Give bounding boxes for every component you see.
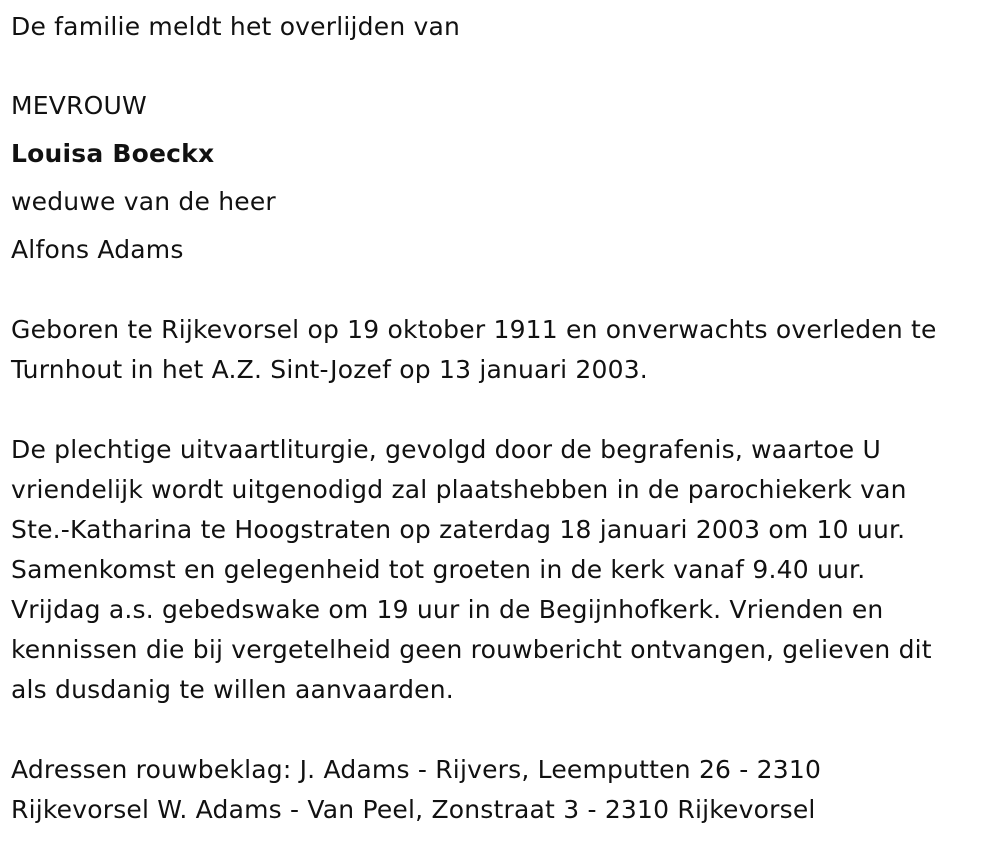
widow-of-text: weduwe van de heer	[11, 187, 276, 216]
funeral-line: De plechtige uitvaartliturgie, gevolgd door de begrafenis, waartoe U	[11, 435, 882, 464]
condolence-address-paragraph	[11, 750, 986, 830]
birth-death-paragraph	[11, 310, 986, 390]
birth-line: Geboren te Rijkevorsel op 19 oktober 1911 en onverwachts overleden te	[11, 315, 937, 344]
intro-text: De familie meldt het overlijden van	[11, 12, 461, 41]
deceased-name: Louisa Boeckx	[11, 139, 215, 168]
address-line: Adressen rouwbeklag: J. Adams - Rijvers, Leemputten 26 - 2310	[11, 755, 822, 784]
funeral-line: Vrijdag a.s. gebedswake om 19 uur in de Begijnhofkerk. Vrienden en	[11, 595, 884, 624]
funeral-line: Samenkomst en gelegenheid tot groeten in de kerk vanaf 9.40 uur.	[11, 555, 866, 584]
funeral-line: Ste.-Katharina te Hoogstraten op zaterdag 18 januari 2003 om 10 uur.	[11, 515, 906, 544]
funeral-paragraph	[11, 430, 986, 710]
birth-line: Turnhout in het A.Z. Sint-Jozef op 13 januari 2003.	[11, 355, 648, 384]
funeral-line: als dusdanig te willen aanvaarden.	[11, 675, 454, 704]
spouse-name: Alfons Adams	[11, 235, 184, 264]
funeral-line: vriendelijk wordt uitgenodigd zal plaatshebben in de parochiekerk van	[11, 475, 907, 504]
address-line: Rijkevorsel W. Adams - Van Peel, Zonstraat 3 - 2310 Rijkevorsel	[11, 795, 816, 824]
salutation-title: MEVROUW	[11, 91, 147, 120]
funeral-line: kennissen die bij vergetelheid geen rouwbericht ontvangen, gelieven dit	[11, 635, 932, 664]
